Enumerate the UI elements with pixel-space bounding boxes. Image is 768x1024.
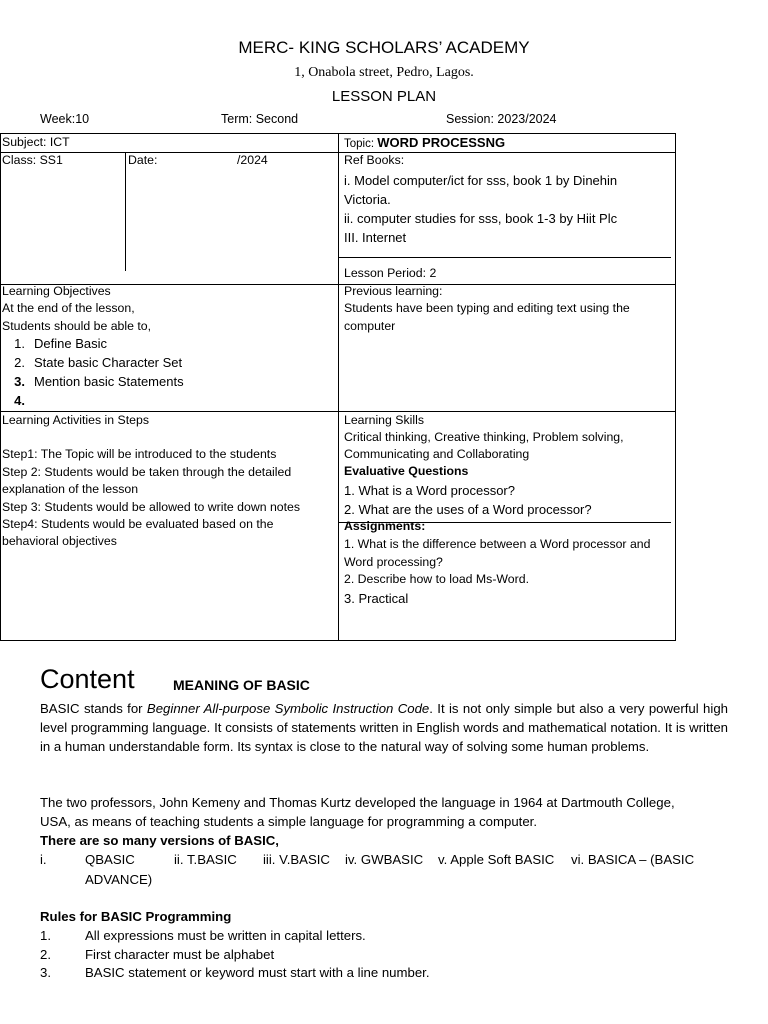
date-value: /2024 (237, 153, 268, 167)
objective-number: 4. (14, 393, 25, 408)
objective-text: State basic Character Set (34, 355, 183, 370)
rule-item (40, 928, 429, 947)
rule-text: First character must be alphabet (85, 946, 275, 962)
evaluative-question: 2. What are the uses of a Word processor? (344, 502, 592, 517)
previous-learning-heading: Previous learning: (344, 284, 443, 298)
class-date-divider (125, 152, 126, 271)
history-line: USA, as means of teaching students a simple language for programming a computer. (40, 814, 537, 829)
activity-line: Step4: Students would be evaluated based on the (2, 517, 274, 531)
topic-label: Topic: (344, 138, 378, 150)
version-item: iii. V.BASIC (263, 852, 330, 867)
paragraph-text: . It is not only simple but also a very powerful high level programming language. It consists of statements written in English words and mathematical notation. It is written in a human understandable form. Its syntax is close to the natural way of solving some human problems. (40, 701, 728, 754)
term-label: Term: Second (221, 112, 299, 126)
subject-cell: Subject: ICT (2, 135, 70, 149)
rule-item (40, 965, 429, 984)
paragraph-text: BASIC stands for (40, 701, 147, 716)
versions-number: i. (40, 852, 47, 867)
topic-cell (344, 134, 505, 154)
rule-item (40, 947, 429, 966)
activities-heading: Learning Activities in Steps (2, 413, 149, 427)
objective-text: Define Basic (34, 336, 107, 351)
lesson-plan-table (0, 133, 676, 641)
date-label: Date: (128, 153, 158, 167)
objective-item (1, 392, 184, 411)
activity-line: Step 2: Students would be taken through the detailed (2, 465, 292, 479)
objective-item (1, 373, 184, 392)
evaluative-heading: Evaluative Questions (344, 464, 469, 478)
ref-book-item: ii. computer studies for sss, book 1-3 by Hiit Plc (344, 211, 618, 226)
content-subheading: MEANING OF BASIC (173, 677, 310, 693)
document-title: LESSON PLAN (331, 88, 437, 105)
content-heading: Content (40, 664, 135, 694)
objectives-heading: Learning Objectives (2, 284, 111, 298)
school-address: 1, Onabola street, Pedro, Lagos. (294, 65, 474, 80)
basic-expansion: Beginner All-purpose Symbolic Instruction Code (146, 701, 430, 716)
topic-value: WORD PROCESSNG (377, 135, 506, 150)
basic-definition-paragraph (40, 699, 728, 756)
assignment-line: 1. What is the difference between a Word processor and (344, 537, 651, 551)
table-column-divider (338, 134, 339, 640)
week-label: Week:10 (40, 112, 90, 126)
rule-number: 3. (40, 965, 51, 980)
rules-heading: Rules for BASIC Programming (40, 909, 232, 924)
ref-book-item: III. Internet (344, 230, 407, 245)
skills-text: Critical thinking, Creative thinking, Problem solving, (344, 430, 624, 444)
objective-item (1, 354, 184, 373)
table-row-divider (1, 152, 675, 153)
skills-heading: Learning Skills (344, 413, 424, 427)
assignment-line: 3. Practical (344, 591, 409, 606)
history-line: The two professors, John Kemeny and Thomas Kurtz developed the language in 1964 at Dartmouth College, (40, 795, 675, 810)
ref-book-item: Victoria. (344, 192, 391, 207)
activity-line: behavioral objectives (2, 534, 117, 548)
class-cell: Class: SS1 (2, 153, 63, 167)
version-item-continuation: ADVANCE) (85, 872, 153, 887)
objective-number: 1. (14, 336, 25, 351)
skills-text: Communicating and Collaborating (344, 447, 530, 461)
objectives-intro: Students should be able to, (2, 319, 152, 333)
version-item: QBASIC (85, 852, 135, 867)
rule-number: 2. (40, 946, 51, 962)
activity-line: Step1: The Topic will be introduced to the students (2, 447, 277, 461)
version-item: vi. BASICA – (BASIC (571, 852, 695, 867)
ref-book-item: i. Model computer/ict for sss, book 1 by Dinehin (344, 173, 618, 188)
ref-books-heading: Ref Books: (344, 153, 405, 167)
objectives-list (1, 335, 184, 411)
version-item: ii. T.BASIC (174, 852, 237, 867)
versions-heading: There are so many versions of BASIC, (40, 833, 279, 848)
previous-learning-text: computer (344, 319, 396, 333)
version-item: v. Apple Soft BASIC (438, 852, 555, 867)
objectives-intro: At the end of the lesson, (2, 301, 135, 315)
school-name: MERC- KING SCHOLARS’ ACADEMY (238, 38, 530, 57)
version-item: iv. GWBASIC (345, 852, 424, 867)
assignment-line: 2. Describe how to load Ms-Word. (344, 572, 529, 586)
activity-line: Step 3: Students would be allowed to write down notes (2, 500, 301, 514)
activity-line: explanation of the lesson (2, 482, 139, 496)
evaluative-question: 1. What is a Word processor? (344, 483, 515, 498)
rule-number: 1. (40, 928, 51, 943)
rule-text: All expressions must be written in capital letters. (85, 928, 366, 943)
assignment-line: Word processing? (344, 555, 443, 569)
assignments-heading: Assignments: (344, 519, 426, 533)
previous-learning-text: Students have been typing and editing text using the (344, 301, 630, 315)
ref-books-underline (339, 257, 671, 258)
rule-text: BASIC statement or keyword must start with a line number. (85, 965, 430, 980)
lesson-period: Lesson Period: 2 (344, 266, 437, 280)
objective-text: Mention basic Statements (34, 374, 184, 389)
objective-number: 2. (14, 355, 25, 370)
session-label: Session: 2023/2024 (446, 112, 557, 126)
objective-number: 3. (14, 374, 25, 389)
objective-item (1, 335, 184, 354)
rules-list (40, 928, 429, 984)
